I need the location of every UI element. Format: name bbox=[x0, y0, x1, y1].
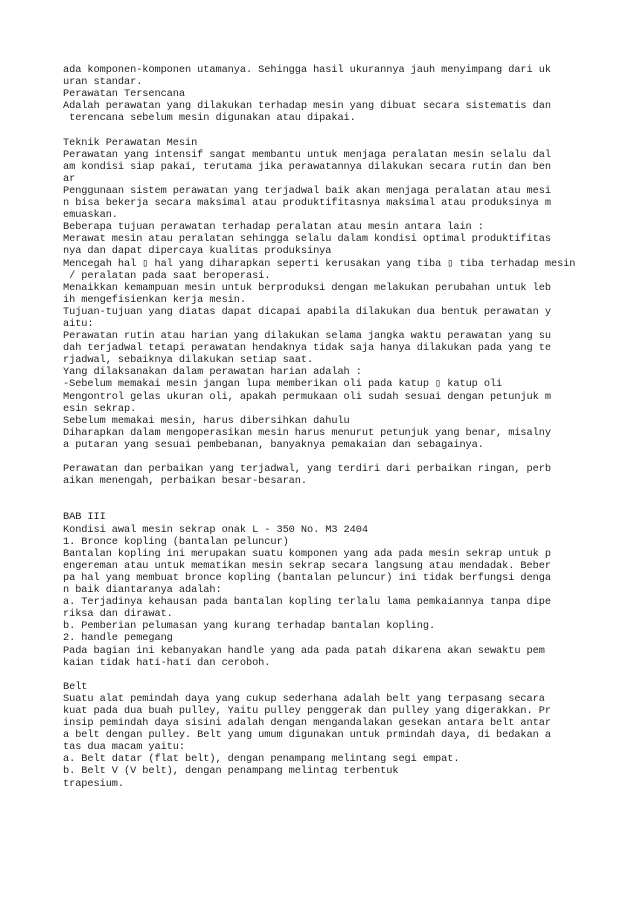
text-line: Kondisi awal mesin sekrap onak L - 350 No. M3 2404 bbox=[63, 523, 368, 536]
text-line: BAB III bbox=[63, 511, 106, 524]
text-line: n baik diantaranya adalah: bbox=[63, 584, 222, 597]
blank-line bbox=[63, 487, 588, 499]
text-line: uran standar. bbox=[63, 76, 143, 89]
text-line: terencana sebelum mesin digunakan atau dipakai. bbox=[63, 112, 356, 125]
text-line: b. Belt V (V belt), dengan penampang melintag terbentuk bbox=[63, 765, 399, 778]
text-line: nya dan dapat dipercaya kualitas produksinya bbox=[63, 245, 332, 258]
text-line: ih mengefisienkan kerja mesin. bbox=[63, 293, 246, 306]
text-line: rjadwal, sebaiknya dilakukan setiap saat. bbox=[63, 354, 314, 367]
text-line: 1. Bronce kopling (bantalan peluncur) bbox=[63, 535, 289, 548]
text-line: esin sekrap. bbox=[63, 402, 137, 415]
text-line: dah terjadwal tetapi perawatan hendaknya tidak saja hanya dilakukan pada yang te bbox=[63, 342, 551, 355]
text-line: -Sebelum memakai mesin jangan lupa memberikan oli pada katup ▯ katup oli bbox=[63, 378, 503, 391]
text-line: 2. handle pemegang bbox=[63, 632, 173, 645]
text-line: aitu: bbox=[63, 317, 94, 330]
blank-line bbox=[63, 669, 588, 681]
text-line: Pada bagian ini kebanyakan handle yang ada pada patah dikarena akan sewaktu pem bbox=[63, 644, 545, 657]
text-line: / peralatan pada saat beroperasi. bbox=[63, 269, 271, 282]
text-line: kuat pada dua buah pulley, Yaitu pulley penggerak dan pulley yang digerakkan. Pr bbox=[63, 704, 551, 717]
document-text bbox=[63, 64, 588, 790]
text-line: Mengontrol gelas ukuran oli, apakah permukaan oli sudah sesuai dengan petunjuk m bbox=[63, 390, 551, 403]
blank-line bbox=[63, 499, 588, 511]
blank-line bbox=[63, 124, 588, 136]
text-line: ar bbox=[63, 172, 76, 185]
text-line: Penggunaan sistem perawatan yang terjadwal baik akan menjaga peralatan atau mesi bbox=[63, 184, 551, 197]
text-line: Tujuan-tujuan yang diatas dapat dicapai apabila dilakukan dua bentuk perawatan y bbox=[63, 305, 551, 318]
text-line: Menaikkan kemampuan mesin untuk berproduksi dengan melakukan perubahan untuk leb bbox=[63, 281, 551, 294]
text-line: aikan menengah, perbaikan besar-besaran. bbox=[63, 475, 307, 488]
text-line: Teknik Perawatan Mesin bbox=[63, 136, 198, 149]
text-line: insip pemindah daya sisini adalah dengan mengandalakan gesekan antara belt antar bbox=[63, 717, 551, 730]
text-line: Perawatan dan perbaikan yang terjadwal, yang terdiri dari perbaikan ringan, perb bbox=[63, 463, 551, 476]
text-line: tas dua macam yaitu: bbox=[63, 741, 185, 754]
text-line: ada komponen-komponen utamanya. Sehingga hasil ukurannya jauh menyimpang dari uk bbox=[63, 64, 551, 76]
text-line: Diharapkan dalam mengoperasikan mesin harus menurut petunjuk yang benar, misalny bbox=[63, 426, 551, 439]
text-line: Perawatan rutin atau harian yang dilakukan selama jangka waktu perawatan yang su bbox=[63, 330, 551, 343]
text-line: Suatu alat pemindah daya yang cukup sederhana adalah belt yang terpasang secara bbox=[63, 692, 545, 705]
text-line: a. Belt datar (flat belt), dengan penampang melintang segi empat. bbox=[63, 753, 460, 766]
text-line: riksa dan dirawat. bbox=[63, 608, 173, 621]
text-line: am kondisi siap pakai, terutama jika perawatannya dilakukan secara rutin dan ben bbox=[63, 160, 551, 173]
text-line: Beberapa tujuan perawatan terhadap peralatan atau mesin antara lain : bbox=[63, 221, 484, 234]
text-line: Merawat mesin atau peralatan sehingga selalu dalam kondisi optimal produktifitas bbox=[63, 233, 551, 246]
text-line: Bantalan kopling ini merupakan suatu komponen yang ada pada mesin sekrap untuk p bbox=[63, 547, 551, 560]
text-line: Adalah perawatan yang dilakukan terhadap mesin yang dibuat secara sistematis dan bbox=[63, 100, 551, 113]
text-line: n bisa bekerja secara maksimal atau produktifitasnya maksimal atau produksinya m bbox=[63, 197, 551, 210]
text-line: emuaskan. bbox=[63, 209, 118, 222]
text-line: Perawatan yang intensif sangat membantu untuk menjaga peralatan mesin selalu dal bbox=[63, 148, 551, 161]
text-line: a. Terjadinya kehausan pada bantalan kopling terlalu lama pemkaiannya tanpa dipe bbox=[63, 596, 551, 609]
text-line: Belt bbox=[63, 680, 88, 693]
text-line: pa hal yang membuat bronce kopling (bantalan peluncur) ini tidak berfungsi denga bbox=[63, 571, 551, 584]
text-line: engereman atau untuk mematikan mesin sekrap secara langsung atau mendadak. Beber bbox=[63, 559, 551, 572]
text-line: Mencegah hal ▯ hal yang diharapkan seperti kerusakan yang tiba ▯ tiba terhadap mesin bbox=[63, 257, 576, 270]
text-line: a putaran yang sesuai pembebanan, banyaknya pemakaian dan sebagainya. bbox=[63, 438, 484, 451]
text-line: Yang dilaksanakan dalam perawatan harian adalah : bbox=[63, 366, 362, 379]
text-line: trapesium. bbox=[63, 777, 124, 790]
text-line: a belt dengan pulley. Belt yang umum digunakan untuk prmindah daya, di bedakan a bbox=[63, 729, 551, 742]
text-line: kaian tidak hati-hati dan ceroboh. bbox=[63, 656, 271, 669]
blank-line bbox=[63, 451, 588, 463]
text-line: Perawatan Tersencana bbox=[63, 88, 185, 101]
text-line: Sebelum memakai mesin, harus dibersihkan dahulu bbox=[63, 414, 350, 427]
text-line: b. Pemberian pelumasan yang kurang terhadap bantalan kopling. bbox=[63, 620, 436, 633]
